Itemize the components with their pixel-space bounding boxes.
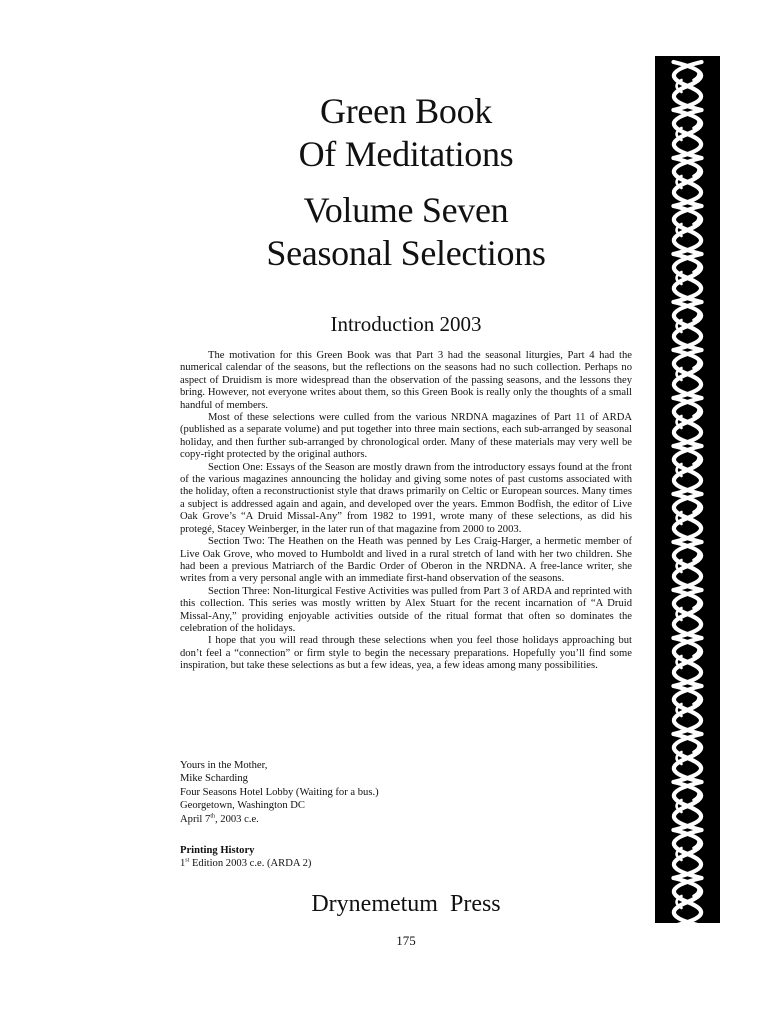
knot-strand [677, 224, 682, 236]
knot-strand [694, 644, 699, 656]
paragraph: The motivation for this Green Book was that Part 3 had the seasonal liturgies, Part 4 had the numerical calendar of the seasons, but the reflections on the seasons had no such collection. Perhaps no aspect of Druidism is more widespread than the observation of the passing seasons, and the lessons they bring. However, not everyone writes about them, so this Green Book is really only the thoughts of a small handful of members. [180, 350, 632, 411]
knot-strand [694, 116, 699, 128]
body-text [180, 350, 632, 673]
knot-strand [694, 596, 699, 608]
signoff-city: Georgetown, Washington DC [180, 800, 305, 812]
signoff-salutation: Yours in the Mother, [180, 760, 268, 771]
paragraph: Section Two: The Heathen on the Heath was penned by Les Craig-Harger, a hermetic member of Live Oak Grove, who moved to Humboldt and lived in a rural stretch of land with her two children. She had been a previous Matriarch of the Bardic Order of Oberon in the NRDNA. A free-lance writer, she writes from a very personal angle with an immediate first-hand observation of the seasons. [180, 536, 632, 585]
paragraph: Most of these selections were culled from the various NRDNA magazines of Part 11 of ARDA (published as a separate volume) and put together into three main sections, each sub-arranged by seasonal holiday, and then further sub-arranged by chronological order. Many of these materials may very well be copy-right protected by the original authors. [180, 412, 632, 461]
knot-strand [677, 320, 682, 332]
signoff-date: April 7th, 2003 c.e. [180, 813, 259, 825]
printing-history [180, 844, 311, 871]
knot-strand [677, 656, 682, 668]
edition-line: 1st Edition 2003 c.e. (ARDA 2) [180, 857, 312, 870]
publisher-name: Drynemetum Press [311, 891, 501, 917]
knot-strand [677, 512, 682, 524]
knot-strand [677, 608, 682, 620]
title-block [180, 90, 632, 275]
page-number: 175 [396, 933, 416, 948]
knot-strand [694, 884, 699, 896]
printing-history-title: Printing History [180, 845, 255, 856]
knot-strand [677, 704, 682, 716]
knot-strand [694, 452, 699, 464]
paragraph: Section Three: Non-liturgical Festive Activities was pulled from Part 3 of ARDA and reprinted with this collection. This series was mostly written by Alex Stuart for the recent incarnation of “A Druid Missal-Any,” providing enjoyable activities outside of the ritual format that often so dominates the celebration of the holidays. [180, 585, 632, 634]
knot-strand [677, 416, 682, 428]
knot-strand [677, 272, 682, 284]
knot-strand [694, 356, 699, 368]
book-title-line-1: Green Book [320, 91, 492, 131]
knot-strand [677, 464, 682, 476]
section-heading: Introduction 2003 [330, 312, 482, 336]
knot-strand [677, 128, 682, 140]
knot-strand [677, 752, 682, 764]
signoff-author: Mike Scharding [180, 773, 248, 785]
knot-strand [694, 500, 699, 512]
knot-strand [694, 836, 699, 848]
volume-title-line-1: Volume Seven [303, 190, 509, 230]
volume-title-line-2: Seasonal Selections [266, 233, 546, 273]
knot-strand [677, 560, 682, 572]
paragraph: I hope that you will read through these selections when you feel those holidays approaching but don’t feel a “connection” or firm style to begin the necessary preparations. Hopefully you’ll find some inspiration, but take these selections as but a few ideas, yea, a few ideas among many possibilities. [180, 635, 632, 672]
knot-strand [677, 176, 682, 188]
celtic-knot-border-icon [655, 56, 720, 923]
knot-strand [694, 548, 699, 560]
knot-strand [694, 788, 699, 800]
knot-strand [694, 692, 699, 704]
knot-strand [694, 740, 699, 752]
knot-strand [677, 368, 682, 380]
knot-strand [694, 260, 699, 272]
knot-strand [677, 80, 682, 92]
signoff [180, 759, 379, 826]
knot-strand [677, 896, 682, 908]
knot-strand [694, 164, 699, 176]
knot-pattern [655, 56, 720, 923]
knot-strand [677, 848, 682, 860]
signoff-location: Four Seasons Hotel Lobby (Waiting for a bus.) [180, 786, 379, 798]
knot-strand [694, 212, 699, 224]
book-title-line-2: Of Meditations [298, 134, 514, 174]
knot-strand [677, 800, 682, 812]
knot-strand [694, 404, 699, 416]
knot-strand [694, 308, 699, 320]
knot-strand [694, 68, 699, 80]
paragraph: Section One: Essays of the Season are mostly drawn from the introductory essays found at the front of the various magazines announcing the holiday and giving some notes of past customs associated with the holiday, often a reconstructionist style that draws primarily on Celtic or European sources. Many times a subject is addressed again and again, and developed over the years. Emmon Bodfish, the editor of Live Oak Grove’s “A Druid Missal-Any” from 1982 to 1991, wrote many of these selections, as did his protegé, Stacey Weinberger, in the later run of that magazine from 2000 to 2003. [180, 461, 632, 535]
